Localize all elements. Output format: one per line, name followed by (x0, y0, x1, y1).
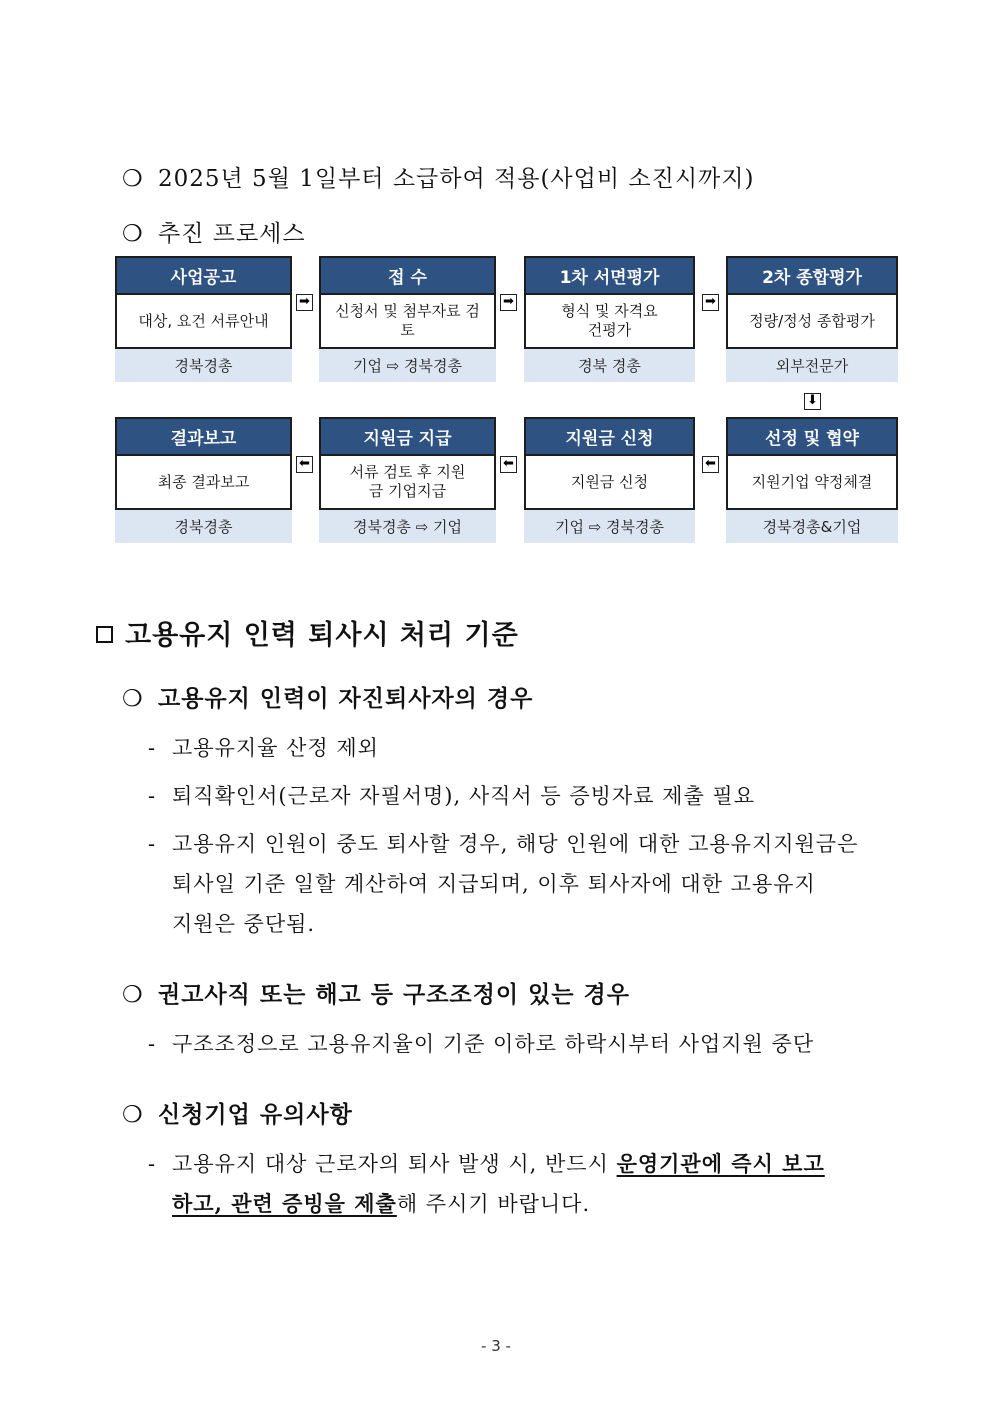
step-desc: 형식 및 자격요건평가 (524, 293, 695, 349)
arrow-left-icon: ⬅ (296, 456, 313, 473)
list-item: - 퇴직확인서(근로자 자필서명), 사직서 등 증빙자료 제출 필요 (148, 784, 755, 808)
process-step-selection-agreement (726, 417, 898, 543)
step-title: 지원금 지급 (319, 417, 496, 454)
step-owner: 외부전문가 (726, 349, 898, 382)
process-step-result-report (115, 417, 292, 543)
list-item: - 고용유지 인원이 중도 퇴사할 경우, 해당 인원에 대한 고용유지지원금은 (148, 832, 859, 856)
list-item: - 구조조정으로 고용유지율이 기준 이하로 하락시부터 사업지원 중단 (148, 1032, 815, 1056)
step-owner: 기업 ⇨ 경북경총 (319, 349, 496, 382)
circle-bullet-icon: ❍ (122, 686, 144, 712)
list-item-continuation: 하고, 관련 증빙을 제출해 주시기 바랍니다. (172, 1191, 591, 1216)
step-title: 선정 및 협약 (726, 417, 898, 454)
step-desc: 지원기업 약정체결 (726, 454, 898, 510)
step-desc: 서류 검토 후 지원금 기업지급 (319, 454, 496, 510)
subheading-notes-for-applicants: ❍ 신청기업 유의사항 (122, 1101, 353, 1128)
process-step-announcement (115, 256, 292, 382)
list-item: - 고용유지 대상 근로자의 퇴사 발생 시, 반드시 운영기관에 즉시 보고 (148, 1151, 825, 1176)
step-desc: 최종 결과보고 (115, 454, 292, 510)
step-title: 사업공고 (115, 256, 292, 293)
subheading-restructuring: ❍ 권고사직 또는 해고 등 구조조정이 있는 경우 (122, 981, 630, 1008)
emphasis-text: 운영기관에 즉시 보고 (616, 1151, 825, 1176)
step-owner: 기업 ⇨ 경북경총 (524, 510, 695, 543)
step-desc: 지원금 신청 (524, 454, 695, 510)
process-step-reception (319, 256, 496, 382)
emphasis-text: 하고, 관련 증빙을 제출 (172, 1191, 397, 1216)
arrow-right-icon: ➡ (500, 294, 517, 311)
step-desc: 대상, 요건 서류안내 (115, 293, 292, 349)
circle-bullet-icon: ❍ (122, 221, 144, 247)
arrow-right-icon: ➡ (702, 294, 719, 311)
section-title: 고용유지 인력 퇴사시 처리 기준 (96, 613, 519, 652)
intro-line-1: ❍ 2025년 5월 1일부터 소급하여 적용(사업비 소진시까지) (122, 166, 755, 192)
step-owner: 경북경총 ⇨ 기업 (319, 510, 496, 543)
step-title: 지원금 신청 (524, 417, 695, 454)
list-item: - 고용유지율 산정 제외 (148, 736, 379, 760)
step-desc: 신청서 및 첨부자료 검토 (319, 293, 496, 349)
process-step-application (524, 417, 695, 543)
page-number: - 3 - (481, 1337, 511, 1355)
step-desc: 정량/정성 종합평가 (726, 293, 898, 349)
circle-bullet-icon: ❍ (122, 982, 144, 1008)
step-owner: 경북경총&기업 (726, 510, 898, 543)
arrow-left-icon: ⬅ (500, 456, 517, 473)
circle-bullet-icon: ❍ (122, 1102, 144, 1128)
step-title: 접 수 (319, 256, 496, 293)
arrow-down-icon: ⬇ (804, 393, 821, 410)
list-item-continuation: 퇴사일 기준 일할 계산하여 지급되며, 이후 퇴사자에 대한 고용유지 (172, 872, 816, 896)
process-step-payment (319, 417, 496, 543)
list-item-continuation: 지원은 중단됨. (172, 912, 316, 936)
subheading-voluntary-resignation: ❍ 고용유지 인력이 자진퇴사자의 경우 (122, 685, 534, 712)
arrow-right-icon: ➡ (296, 294, 313, 311)
step-owner: 경북경총 (115, 349, 292, 382)
circle-bullet-icon: ❍ (122, 166, 144, 192)
step-title: 결과보고 (115, 417, 292, 454)
step-owner: 경북 경총 (524, 349, 695, 382)
square-bullet-icon (96, 626, 113, 643)
step-owner: 경북경총 (115, 510, 292, 543)
process-step-overall-evaluation (726, 256, 898, 382)
arrow-left-icon: ⬅ (702, 456, 719, 473)
process-step-document-review (524, 256, 695, 382)
intro-line-2: ❍ 추진 프로세스 (122, 221, 306, 247)
step-title: 1차 서면평가 (524, 256, 695, 293)
step-title: 2차 종합평가 (726, 256, 898, 293)
